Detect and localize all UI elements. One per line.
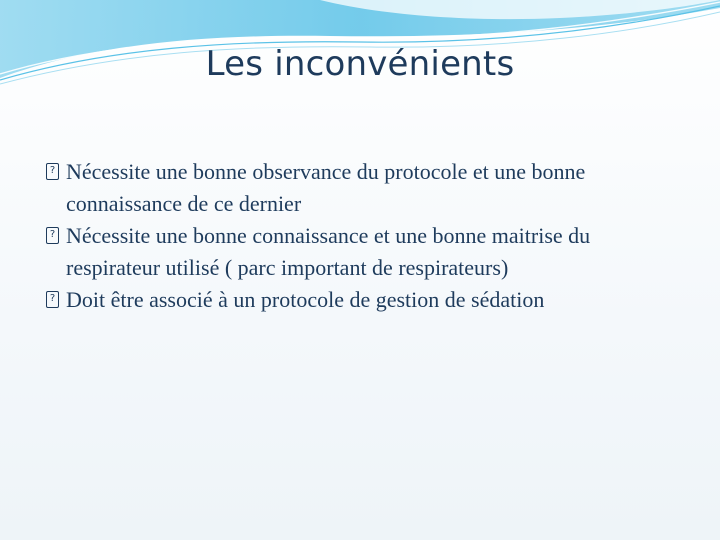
bullet-list: [46, 156, 676, 316]
bullet-icon: ?: [46, 163, 59, 180]
bullet-item: [46, 156, 676, 220]
bullet-icon: ?: [46, 227, 59, 244]
bullet-icon: ?: [46, 291, 59, 308]
bullet-text: Nécessite une bonne connaissance et une bonne maitrise du respirateur utilisé ( parc important de respirateurs): [66, 223, 591, 280]
bullet-item: [46, 284, 676, 316]
bullet-text: Doit être associé à un protocole de gestion de sédation: [66, 287, 545, 312]
bullet-item: [46, 220, 676, 284]
bullet-text: Nécessite une bonne observance du protocole et une bonne connaissance de ce dernier: [66, 159, 586, 216]
slide-title: Les inconvénients: [205, 44, 515, 84]
